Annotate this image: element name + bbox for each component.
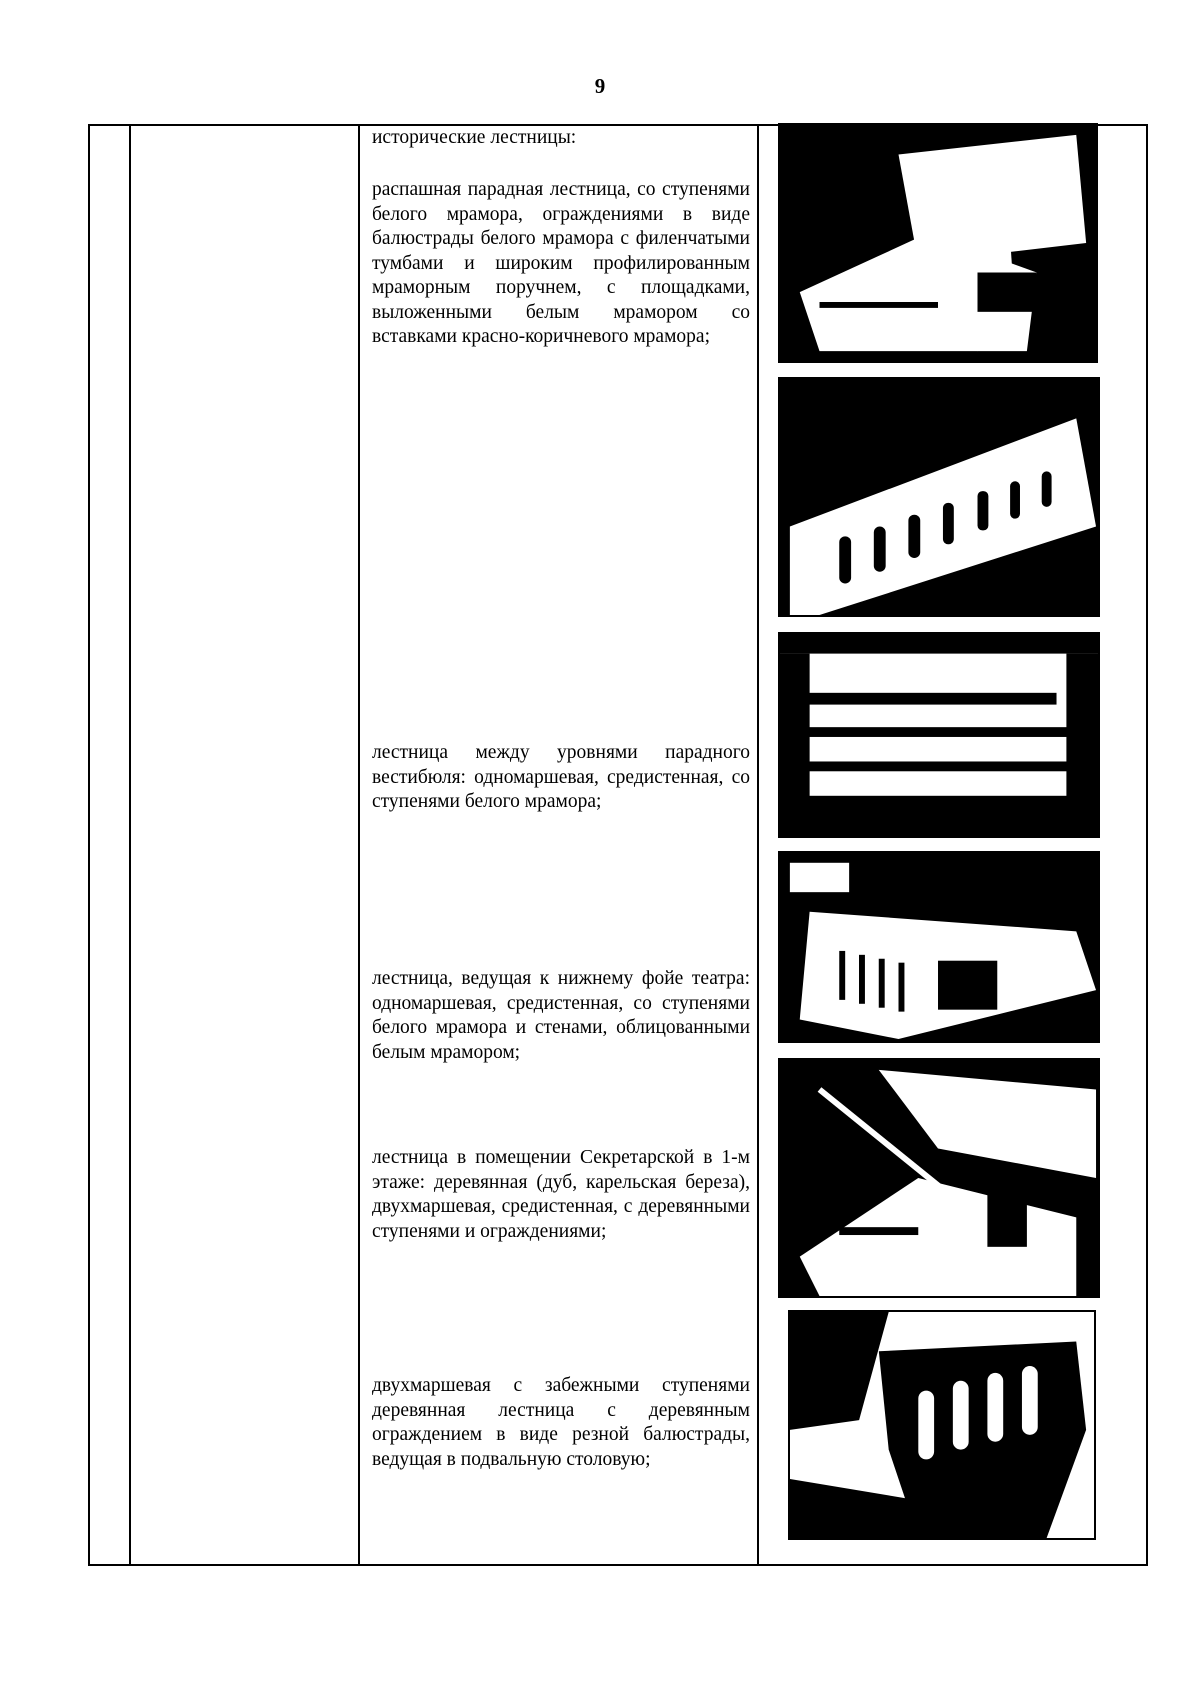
staircase-photo-4-image <box>780 853 1098 1041</box>
staircase-photo-3 <box>778 632 1100 838</box>
staircase-photo-3-image <box>780 634 1098 836</box>
staircase-description-basement: двухмаршевая с забежными ступенями деревянная лестница с деревянным ограждением в виде резной балюстрады, ведущая в подвальную столовую; <box>372 1375 750 1470</box>
staircase-photo-4 <box>778 851 1100 1043</box>
column-divider-3 <box>757 124 759 1566</box>
staircase-photo-2-image <box>780 379 1098 615</box>
column-divider-2 <box>358 124 360 1566</box>
staircase-description-secretary: лестница в помещении Секретарской в 1-м этаже: деревянная (дуб, карельская береза), двухмаршевая, средистенная, с деревянными ступенями и ограждениями; <box>372 1147 750 1242</box>
staircase-photo-6 <box>788 1310 1096 1540</box>
staircase-description-main: распашная парадная лестница, со ступенями белого мрамора, ограждениями в виде балюстрады белого мрамора с филенчатыми тумбами и широким профилированным мраморным поручнем, с площадками, выложенными белым мрамором со вставками красно-коричневого мрамора; <box>372 179 750 347</box>
staircase-photo-1-image <box>780 125 1096 361</box>
table-right-border <box>1146 124 1148 1566</box>
staircase-photo-1 <box>778 123 1098 363</box>
section-heading: исторические лестницы: <box>372 127 577 148</box>
page-number: 9 <box>594 74 606 98</box>
table-left-border <box>88 124 90 1566</box>
description-column <box>372 0 750 1697</box>
staircase-photo-2 <box>778 377 1100 617</box>
staircase-photo-5 <box>778 1058 1100 1298</box>
staircase-photo-6-image <box>790 1312 1094 1538</box>
staircase-photo-5-image <box>780 1060 1098 1296</box>
column-divider-1 <box>129 124 131 1566</box>
staircase-description-vestibule: лестница между уровнями парадного вестибюля: одномаршевая, средистенная, со ступенями белого мрамора; <box>372 742 750 812</box>
staircase-description-lower-foyer: лестница, ведущая к нижнему фойе театра: одномаршевая, средистенная, со ступенями белого мрамора и стенами, облицованными белым мрамором; <box>372 968 750 1063</box>
